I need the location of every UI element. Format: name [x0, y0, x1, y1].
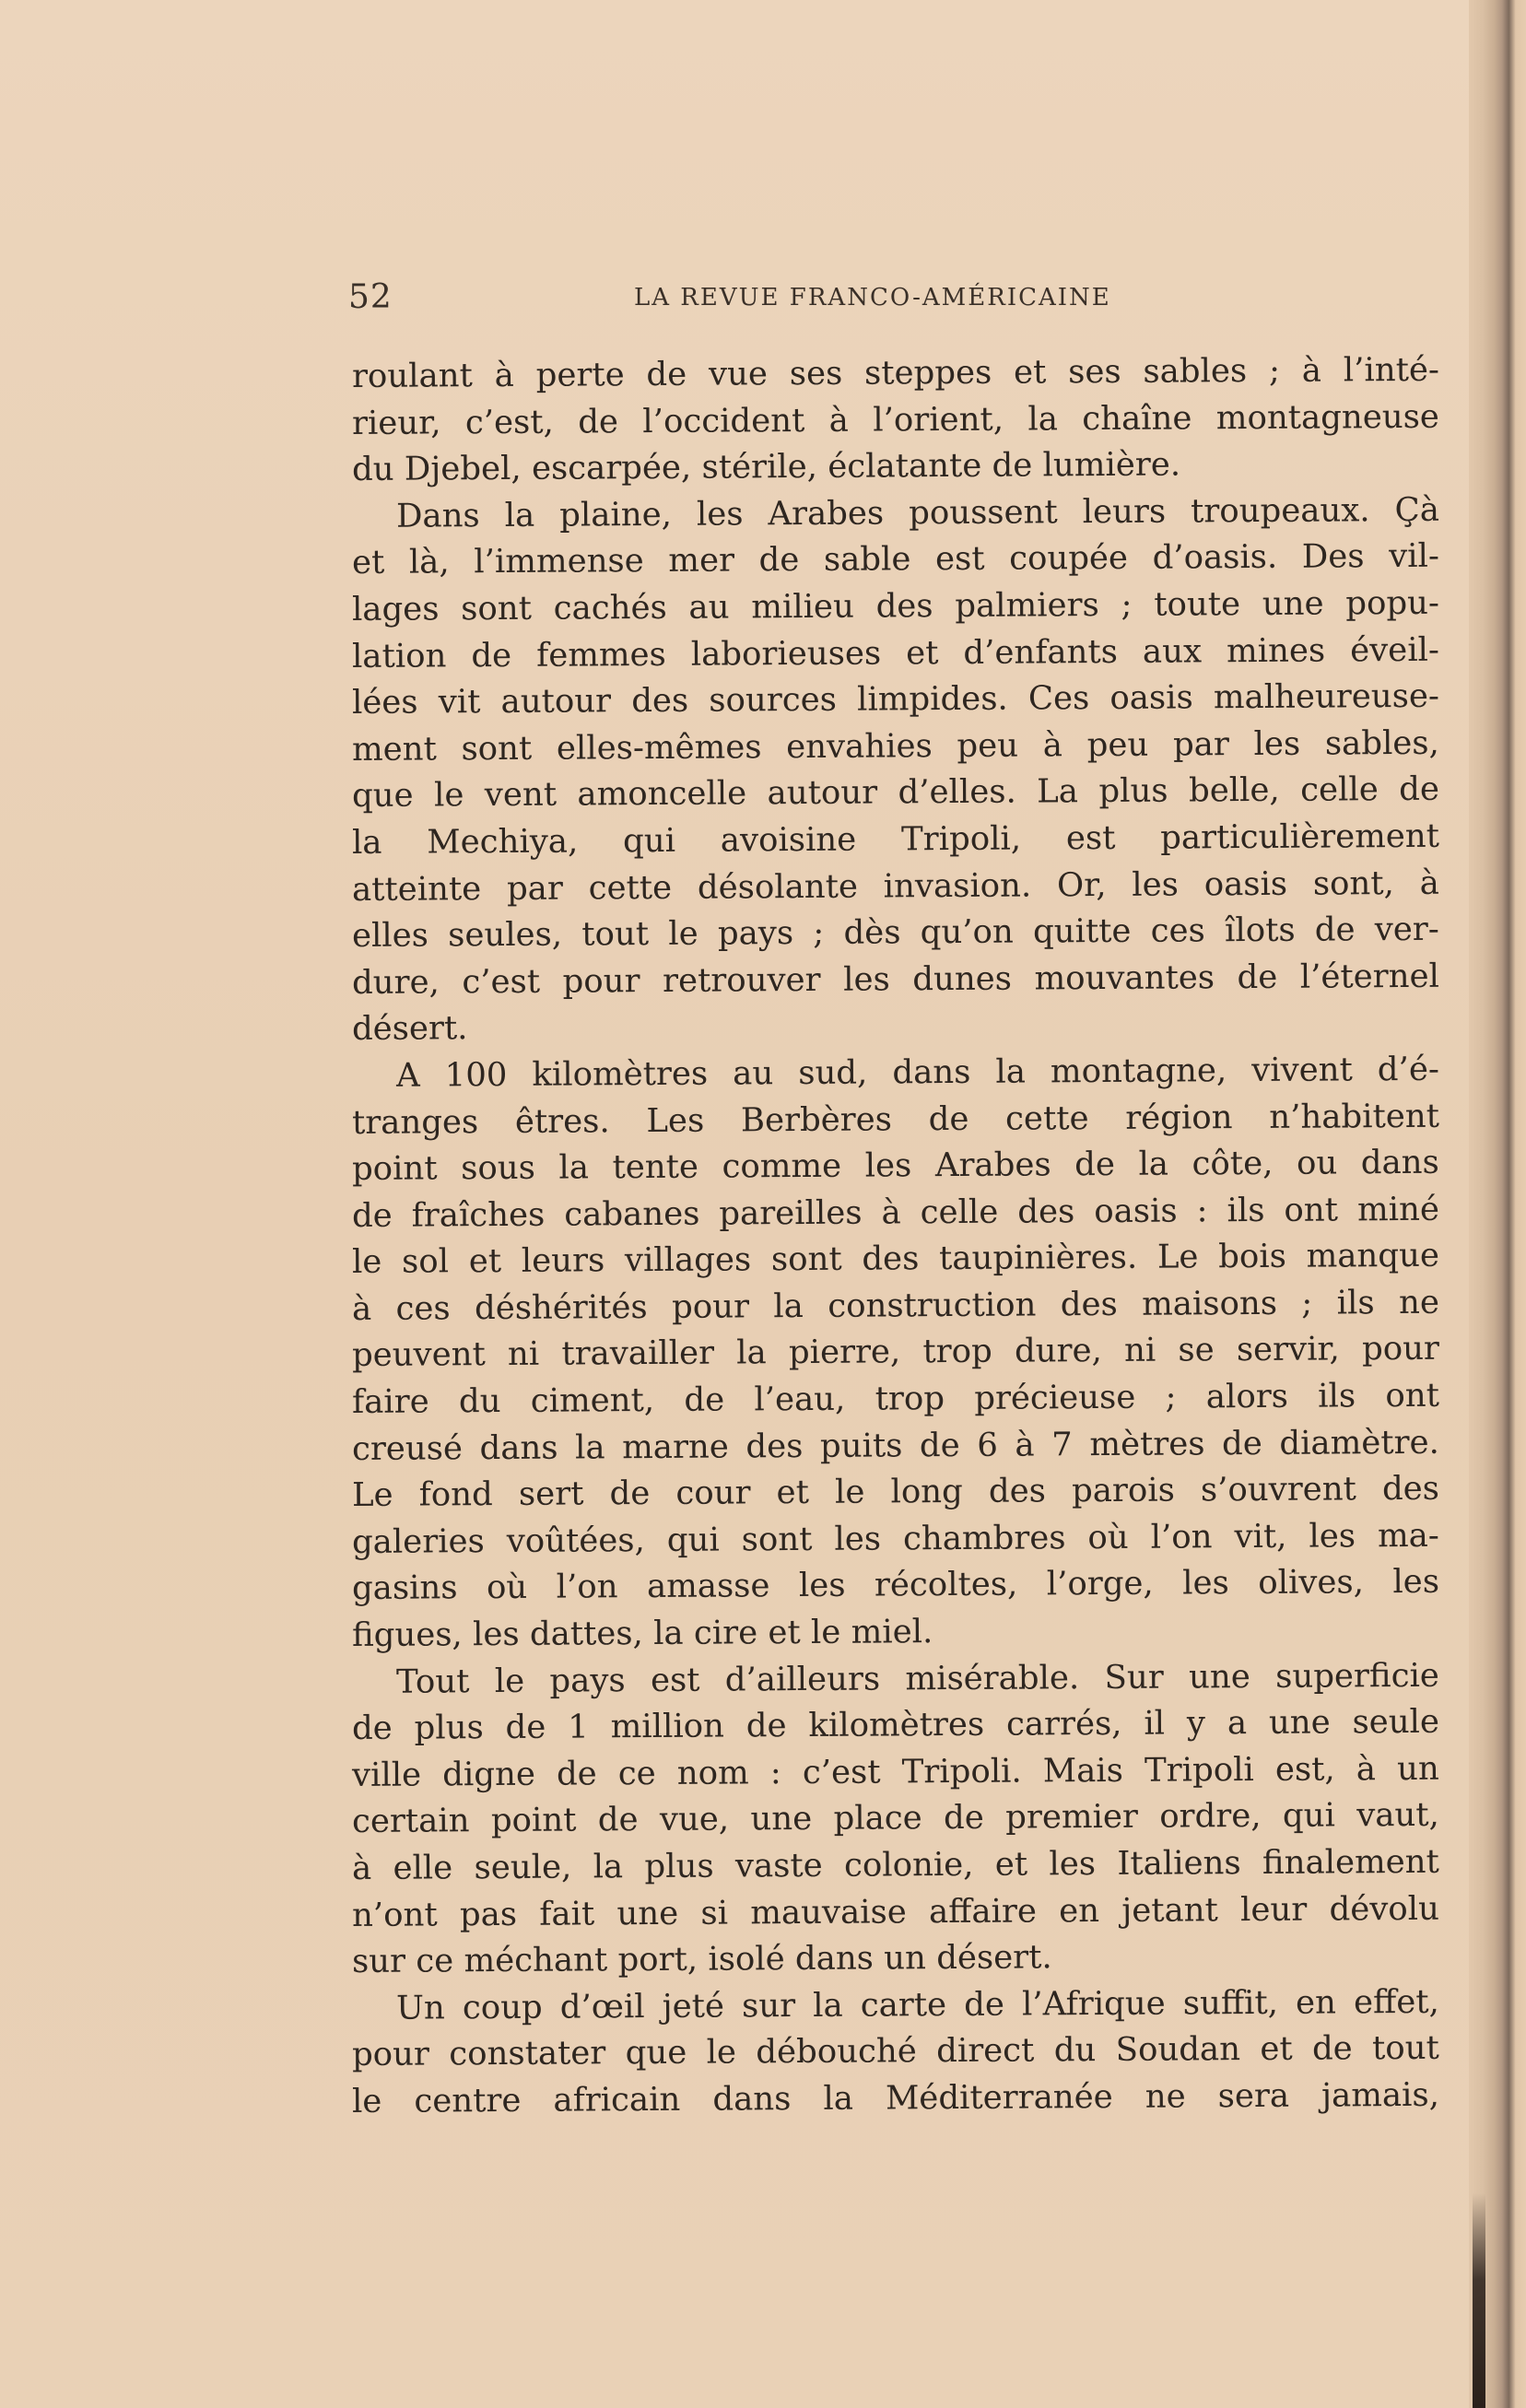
text-line: roulant à perte de vue ses steppes et ses sables ; à l’inté-	[351, 350, 1440, 395]
text-line: point sous la tente comme les Arabes de la côte, ou dans	[351, 1143, 1439, 1189]
text-line: faire du ciment, de l’eau, trop précieuse ; alors ils ont	[351, 1376, 1440, 1422]
text-line: à elle seule, la plus vaste colonie, et les Italiens finalement	[351, 1842, 1439, 1887]
text-line: du Djebel, escarpée, stérile, éclatante de lumière.	[351, 445, 1181, 489]
page-number: 52	[348, 278, 393, 316]
journal-title: LA REVUE FRANCO-AMÉRICAINE	[634, 284, 1111, 311]
text-line: et là, l’immense mer de sable est coupée d’oasis. Des vil-	[351, 537, 1440, 582]
text-line: tranges êtres. Les Berbères de cette région n’habitent	[351, 1097, 1440, 1142]
text-line: certain point de vue, une place de premier ordre, qui vaut,	[351, 1796, 1440, 1841]
text-line: à ces déshérités pour la construction des maisons ; ils ne	[351, 1283, 1440, 1328]
body-text	[351, 350, 1440, 2126]
text-line: de fraîches cabanes pareilles à celle des oasis : ils ont miné	[351, 1190, 1440, 1235]
text-line: elles seules, tout le pays ; dès qu’on quitte ces îlots de ver-	[351, 910, 1439, 956]
text-line: le sol et leurs villages sont des taupinières. Le bois manque	[351, 1237, 1440, 1282]
text-line: lation de femmes laborieuses et d’enfants aux mines éveil-	[351, 630, 1440, 675]
text-line: ment sont elles-mêmes envahies peu à peu par les sables,	[351, 723, 1440, 769]
text-line: désert.	[351, 1009, 468, 1049]
text-line: galeries voûtées, qui sont les chambres où l’on vit, les ma-	[351, 1516, 1439, 1561]
text-line: Tout le pays est d’ailleurs misérable. Sur une superficie	[395, 1656, 1440, 1701]
text-line: sur ce méchant port, isolé dans un désert.	[351, 1938, 1052, 1981]
text-line: ville digne de ce nom : c’est Tripoli. Mais Tripoli est, à un	[351, 1749, 1439, 1794]
running-head	[348, 278, 1159, 324]
text-line: le centre africain dans la Méditerranée ne sera jamais,	[351, 2075, 1440, 2120]
binding-edge	[1469, 0, 1526, 2408]
text-line: lées vit autour des sources limpides. Ces oasis malheureuse-	[351, 676, 1440, 722]
text-line: Un coup d’œil jeté sur la carte de l’Afrique suffit, en effet,	[395, 1982, 1439, 2027]
text-line: figues, les dattes, la cire et le miel.	[351, 1613, 933, 1655]
text-line: gasins où l’on amasse les récoltes, l’orge, les olives, les	[351, 1563, 1440, 1608]
text-line: de plus de 1 million de kilomètres carrés, il y a une seule	[351, 1703, 1440, 1748]
text-line: Dans la plaine, les Arabes poussent leurs troupeaux. Çà	[395, 490, 1440, 535]
text-line: A 100 kilomètres au sud, dans la montagne, vivent d’é-	[395, 1050, 1440, 1095]
text-line: lages sont cachés au milieu des palmiers ; toute une popu-	[351, 583, 1440, 628]
text-line: que le vent amoncelle autour d’elles. La plus belle, celle de	[351, 770, 1440, 816]
text-line: la Mechiya, qui avoisine Tripoli, est particulièrement	[351, 816, 1440, 862]
text-line: rieur, c’est, de l’occident à l’orient, la chaîne montagneuse	[351, 397, 1439, 442]
text-line: dure, c’est pour retrouver les dunes mouvantes de l’éternel	[351, 957, 1440, 1002]
binding-shadow	[1473, 2193, 1485, 2408]
text-line: pour constater que le débouché direct du Soudan et de tout	[351, 2029, 1440, 2074]
text-line: creusé dans la marne des puits de 6 à 7 mètres de diamètre.	[351, 1423, 1439, 1468]
text-line: atteinte par cette désolante invasion. Or, les oasis sont, à	[351, 863, 1440, 909]
text-line: peuvent ni travailler la pierre, trop dure, ni se servir, pour	[351, 1330, 1440, 1375]
text-line: n’ont pas fait une si mauvaise affaire en jetant leur dévolu	[351, 1889, 1440, 1934]
text-line: Le fond sert de cour et le long des parois s’ouvrent des	[351, 1470, 1440, 1515]
